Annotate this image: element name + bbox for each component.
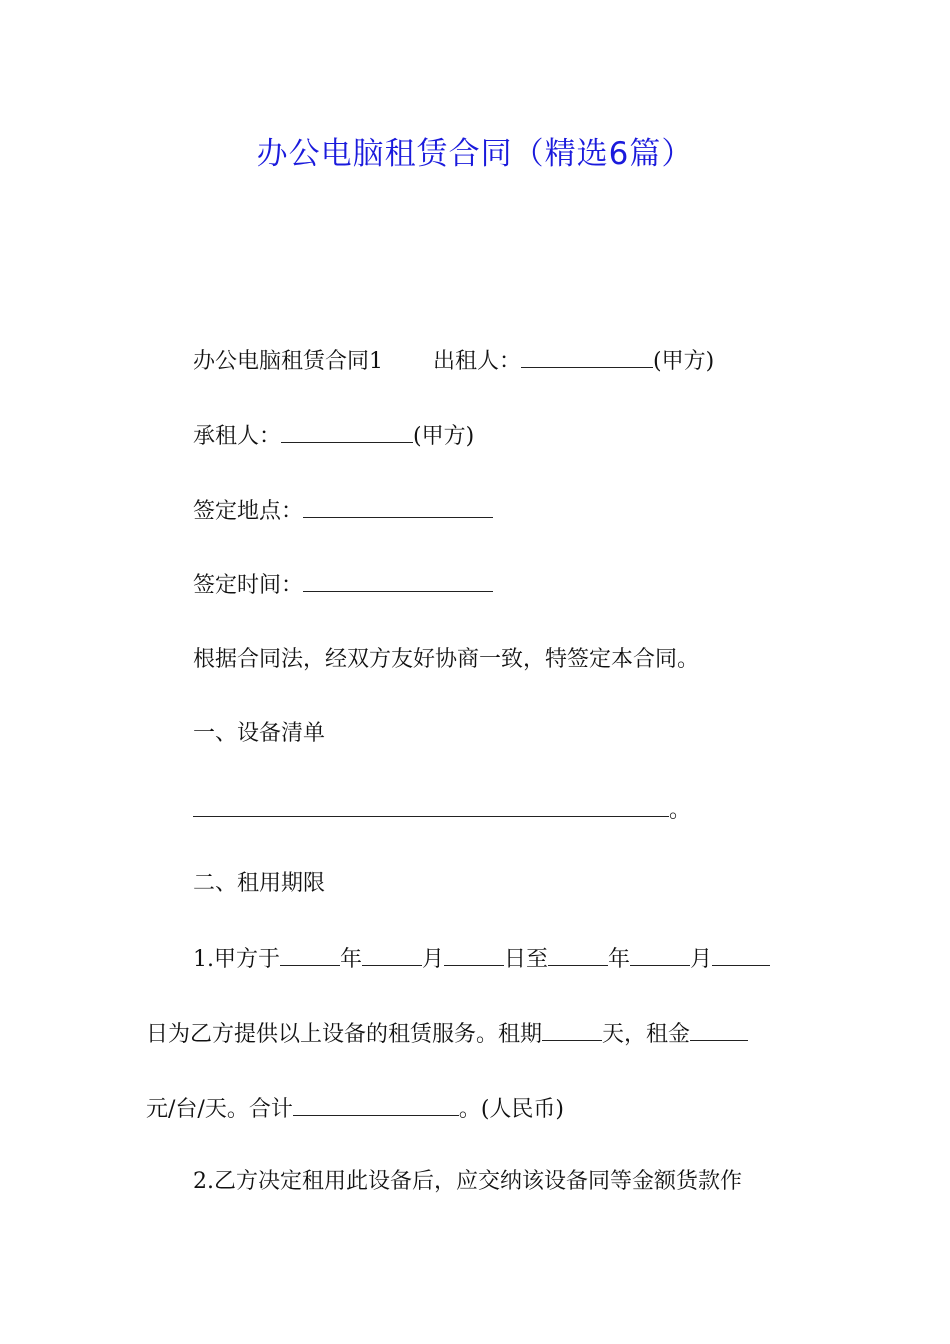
rent-blank: [690, 1018, 748, 1041]
end-month-label: 月: [690, 947, 713, 972]
start-year-blank: [280, 943, 340, 966]
item1-line2-text-a: 日为乙方提供以上设备的租赁服务。租期: [146, 1022, 543, 1047]
item1-line3: [146, 1093, 564, 1125]
contract-heading: 办公电脑租赁合同1: [193, 349, 383, 374]
lessor-blank: [521, 345, 653, 368]
section2-title: 二、租用期限: [193, 871, 326, 896]
signing-time-label: 签定时间：: [193, 573, 304, 598]
end-year-blank: [548, 943, 608, 966]
total-blank: [293, 1093, 459, 1116]
contract-heading-line: [193, 345, 714, 377]
item1-line2-text-b: 天，租金: [602, 1022, 691, 1047]
signing-place-label: 签定地点：: [193, 499, 304, 524]
lessor-label: 出租人：: [433, 349, 522, 374]
day-to-label: 日至: [504, 947, 549, 972]
item1-prefix: 1.甲方于: [193, 947, 280, 972]
item1-line3-text-a: 元/台/天。合计: [146, 1097, 293, 1122]
lessor-suffix: (甲方): [653, 349, 715, 374]
item1-line3-text-b: 。(人民币): [458, 1097, 564, 1122]
lessee-line: [193, 420, 474, 452]
item2-line1: 2.乙方决定租用此设备后，应交纳该设备同等金额货款作: [193, 1169, 742, 1194]
end-month-blank: [630, 943, 690, 966]
start-month-label: 月: [422, 947, 445, 972]
equipment-list-blank: [193, 794, 669, 817]
start-day-blank: [444, 943, 504, 966]
start-month-blank: [362, 943, 422, 966]
item1-line2: [146, 1018, 748, 1050]
lessee-blank: [281, 420, 413, 443]
preamble-paragraph: 根据合同法，经双方友好协商一致，特签定本合同。: [193, 647, 700, 672]
end-day-blank: [712, 943, 770, 966]
document-title: 办公电脑租赁合同（精选6篇）: [256, 136, 694, 172]
signing-time-blank: [303, 569, 493, 592]
signing-time-line: [193, 569, 493, 601]
signing-place-blank: [303, 495, 493, 518]
signing-place-line: [193, 495, 493, 527]
lessee-label: 承租人：: [193, 424, 282, 449]
equipment-list-end: 。: [669, 798, 692, 823]
start-year-label: 年: [340, 947, 363, 972]
section1-title: 一、设备清单: [193, 721, 326, 746]
lessee-suffix: (甲方): [413, 424, 475, 449]
lease-days-blank: [542, 1018, 602, 1041]
equipment-list-line: [193, 794, 691, 826]
item1-line1: [193, 943, 770, 975]
end-year-label: 年: [608, 947, 631, 972]
